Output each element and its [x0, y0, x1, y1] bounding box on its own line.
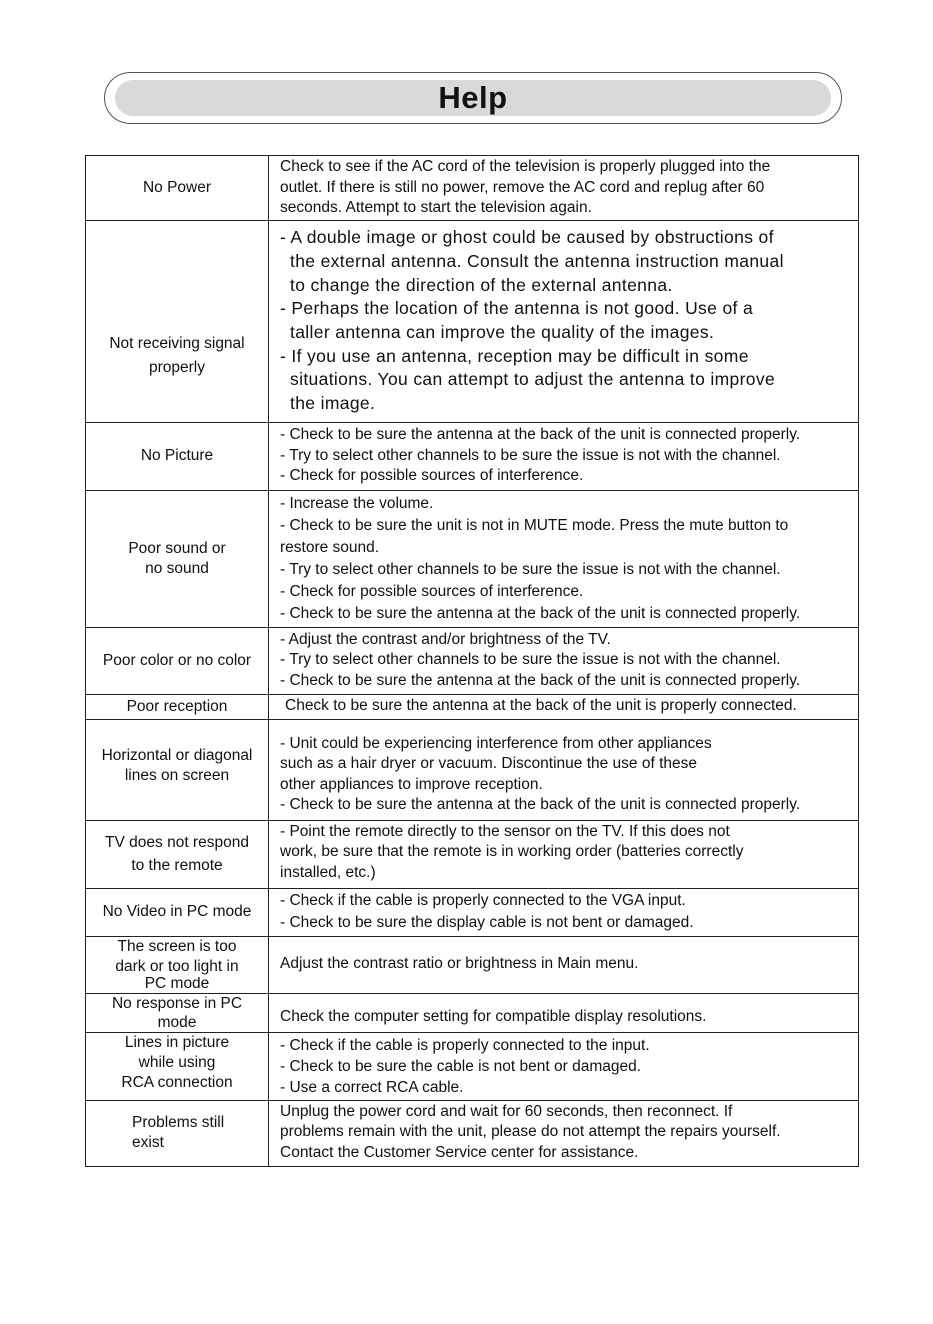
- problem-text: Horizontal or diagonal: [101, 746, 253, 764]
- problem-text: No Power: [142, 178, 212, 196]
- table-row: [86, 820, 859, 888]
- problem-cell: [86, 936, 269, 993]
- table-row: [86, 1032, 859, 1100]
- problem-text: no sound: [145, 559, 209, 577]
- solution-line: - Check for possible sources of interference.: [280, 582, 584, 600]
- solution-line: - Check to be sure the antenna at the back of the unit is connected properly.: [280, 604, 801, 622]
- page-title: Help: [438, 80, 508, 115]
- solution-line: taller antenna can improve the quality of the images.: [290, 322, 715, 342]
- solution-line: Unplug the power cord and wait for 60 seconds, then reconnect. If: [280, 1102, 733, 1120]
- table-row: [86, 156, 859, 221]
- problem-text: PC mode: [144, 976, 210, 991]
- problem-text: No response in PC: [111, 994, 243, 1012]
- solution-line: such as a hair dryer or vacuum. Discontinue the use of these: [280, 755, 697, 772]
- solution-cell: [269, 627, 859, 694]
- table-row: [86, 719, 859, 820]
- solution-line: to change the direction of the external antenna.: [290, 274, 673, 295]
- solution-line: - Adjust the contrast and/or brightness of the TV.: [280, 630, 611, 648]
- solution-line: - Check to be sure the display cable is not bent or damaged.: [280, 914, 694, 931]
- problem-text: lines on screen: [124, 766, 230, 784]
- problem-text: Poor sound or: [128, 539, 226, 557]
- problem-cell: [86, 820, 269, 888]
- solution-line: - Check to be sure the antenna at the back of the unit is connected properly.: [280, 671, 801, 689]
- solution-line: - Check to be sure the cable is not bent or damaged.: [280, 1057, 642, 1075]
- solution-cell: [269, 220, 859, 422]
- solution-line: work, be sure that the remote is in working order (batteries correctly: [280, 843, 744, 860]
- problem-text: TV does not respond: [105, 834, 249, 851]
- problem-text: to the remote: [131, 857, 223, 874]
- problem-text: No Picture: [140, 447, 214, 464]
- solution-line: - Check for possible sources of interference.: [280, 467, 584, 485]
- problem-cell: [86, 719, 269, 820]
- solution-line: - If you use an antenna, reception may be difficult in some: [280, 345, 749, 366]
- solution-line: - A double image or ghost could be caused by obstructions of: [280, 227, 774, 248]
- solution-line: - Check to be sure the unit is not in MUTE mode. Press the mute button to: [280, 516, 789, 534]
- problem-cell: [86, 422, 269, 490]
- solution-line: the image.: [290, 393, 376, 414]
- problem-text: Poor reception: [126, 697, 228, 715]
- solution-line: Check the computer setting for compatible display resolutions.: [280, 1008, 707, 1025]
- solution-line: - Unit could be experiencing interference from other appliances: [280, 734, 712, 752]
- title-banner: [104, 72, 842, 124]
- solution-line: - Perhaps the location of the antenna is not good. Use of a: [280, 298, 754, 319]
- table-row: [86, 993, 859, 1032]
- problem-cell: [86, 627, 269, 694]
- table-row: [86, 1100, 859, 1166]
- solution-cell: [269, 1032, 859, 1100]
- problem-cell: [86, 888, 269, 936]
- solution-cell: [269, 1100, 859, 1166]
- problem-cell: [86, 993, 269, 1032]
- troubleshooting-table: [85, 155, 859, 1167]
- solution-cell: [269, 936, 859, 993]
- problem-cell: [86, 490, 269, 627]
- solution-cell: [269, 719, 859, 820]
- solution-line: seconds. Attempt to start the television again.: [280, 199, 592, 216]
- problem-text: The screen is too: [117, 937, 237, 955]
- problem-text: Poor color or no color: [102, 651, 252, 669]
- problem-text: Lines in picture: [124, 1033, 230, 1051]
- problem-cell: [86, 220, 269, 422]
- solution-line: restore sound.: [280, 538, 380, 556]
- problem-text: Not receiving signal: [109, 334, 245, 352]
- solution-line: installed, etc.): [280, 863, 376, 881]
- solution-line: - Check if the cable is properly connected to the VGA input.: [280, 892, 686, 909]
- solution-cell: [269, 156, 859, 221]
- solution-cell: [269, 888, 859, 936]
- solution-line: - Increase the volume.: [280, 494, 434, 512]
- solution-line: - Point the remote directly to the sensor on the TV. If this does not: [280, 822, 730, 840]
- solution-line: - Try to select other channels to be sure the issue is not with the channel.: [280, 560, 781, 578]
- table-row: [86, 490, 859, 627]
- solution-line: Check to see if the AC cord of the television is properly plugged into the: [280, 158, 771, 175]
- solution-line: Check to be sure the antenna at the back of the unit is properly connected.: [285, 697, 797, 715]
- problem-text: properly: [149, 358, 205, 376]
- solution-line: - Try to select other channels to be sure the issue is not with the channel.: [280, 446, 781, 464]
- solution-line: - Check to be sure the antenna at the back of the unit is connected properly.: [280, 796, 801, 813]
- table-row: [86, 422, 859, 490]
- solution-line: Adjust the contrast ratio or brightness in Main menu.: [280, 955, 639, 973]
- table-row: [86, 694, 859, 719]
- problem-text: RCA connection: [121, 1073, 233, 1091]
- problem-text: Problems still: [132, 1114, 225, 1131]
- table-row: [86, 888, 859, 936]
- problem-text: dark or too light in: [115, 957, 239, 975]
- problem-cell: [86, 1100, 269, 1166]
- problem-cell: [86, 156, 269, 221]
- title-banner-fill: [115, 80, 831, 116]
- problem-cell: [86, 1032, 269, 1100]
- solution-line: - Try to select other channels to be sure the issue is not with the channel.: [280, 651, 781, 669]
- table-row: [86, 936, 859, 993]
- solution-cell: [269, 422, 859, 490]
- solution-line: Contact the Customer Service center for assistance.: [280, 1143, 639, 1161]
- problem-text: exist: [132, 1134, 164, 1151]
- solution-line: the external antenna. Consult the antenna instruction manual: [290, 250, 784, 271]
- solution-cell: [269, 993, 859, 1032]
- solution-line: outlet. If there is still no power, remove the AC cord and replug after 60: [280, 178, 765, 196]
- solution-cell: [269, 490, 859, 627]
- problem-cell: [86, 694, 269, 719]
- problem-text: while using: [138, 1053, 216, 1071]
- solution-cell: [269, 820, 859, 888]
- problem-text: No Video in PC mode: [102, 903, 252, 920]
- solution-line: situations. You can attempt to adjust the antenna to improve: [290, 369, 776, 390]
- table-row: [86, 627, 859, 694]
- solution-line: - Use a correct RCA cable.: [280, 1078, 464, 1096]
- solution-line: problems remain with the unit, please do not attempt the repairs yourself.: [280, 1123, 781, 1140]
- table-row: [86, 220, 859, 422]
- solution-cell: [269, 694, 859, 719]
- solution-line: - Check if the cable is properly connected to the input.: [280, 1036, 650, 1054]
- solution-line: - Check to be sure the antenna at the back of the unit is connected properly.: [280, 426, 801, 444]
- problem-text: mode: [157, 1013, 197, 1031]
- solution-line: other appliances to improve reception.: [280, 775, 543, 793]
